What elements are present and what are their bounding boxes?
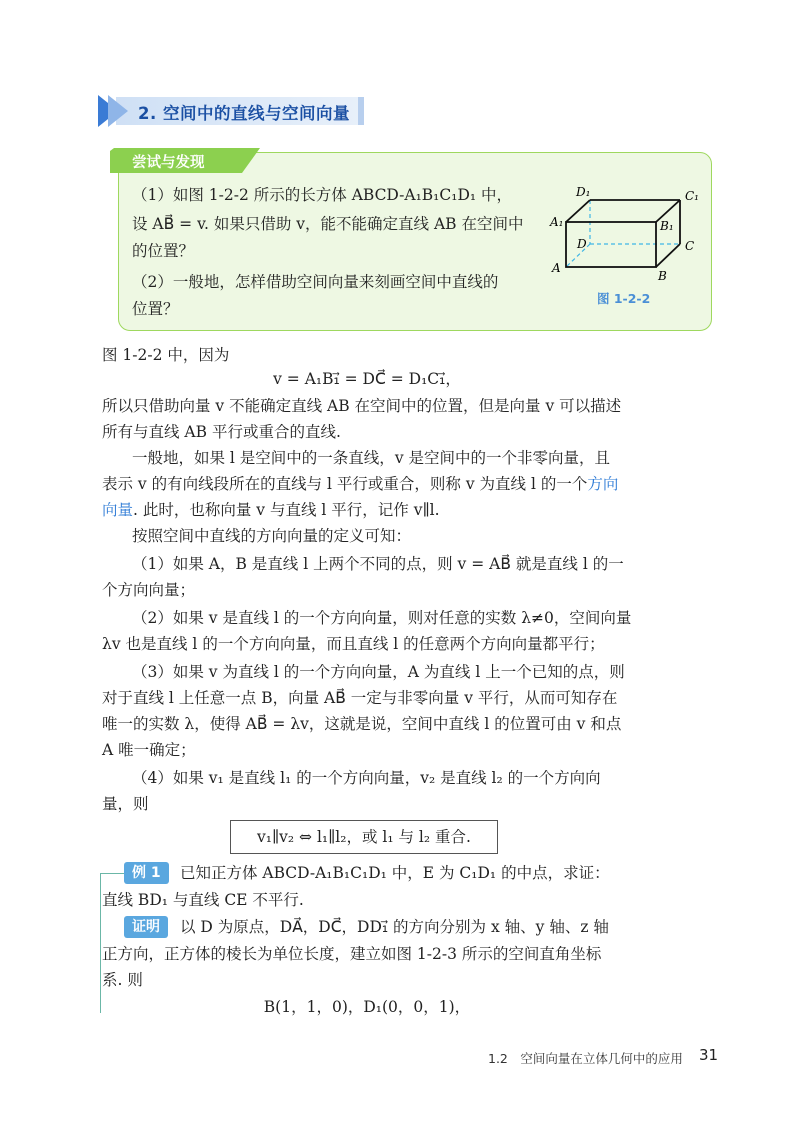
body-p7-line4: A 唯一确定；: [102, 741, 196, 759]
body-p7-line1: （3）如果 v 为直线 l 的一个方向向量，A 为直线 l 上一个已知的点，则: [132, 663, 625, 681]
body-p7-line2: 对于直线 l 上任意一点 B，向量 AB⃗ 一定与非零向量 v 平行，从而可知存在: [102, 689, 618, 707]
body-p3-line1: 一般地，如果 l 是空间中的一条直线，v 是空间中的一个非零向量，且: [132, 449, 610, 467]
figure-caption: 图 1-2-2: [597, 291, 651, 306]
section-banner: [98, 95, 364, 127]
try-line-2: 设 AB⃗ = v. 如果只借助 v，能不能确定直线 AB 在空间中: [132, 215, 524, 233]
label-A1: A₁: [550, 215, 564, 229]
try-tab-label: 尝试与发现: [132, 155, 205, 171]
label-D: D: [577, 237, 587, 251]
example-tag: 例 1: [124, 862, 169, 884]
body-p6-line2: λv 也是直线 l 的一个方向向量，而且直线 l 的任意两个方向向量都平行；: [102, 635, 605, 653]
try-line-4: （2）一般地，怎样借助空间向量来刻画空间中直线的: [132, 273, 499, 291]
try-line-1: （1）如图 1-2-2 所示的长方体 ABCD-A₁B₁C₁D₁ 中，: [132, 186, 513, 204]
example-line1: 已知正方体 ABCD-A₁B₁C₁D₁ 中，E 为 C₁D₁ 的中点，求证：: [180, 864, 610, 882]
example-line2: 直线 BD₁ 与直线 CE 不平行.: [102, 891, 304, 909]
proof-tag: 证明: [124, 916, 168, 938]
body-p4: 按照空间中直线的方向向量的定义可知：: [132, 527, 412, 545]
section-title: 2. 空间中的直线与空间向量: [138, 104, 350, 123]
body-p2-line2: 所有与直线 AB 平行或重合的直线.: [102, 423, 341, 441]
body-p3-line2: 表示 v 的有向线段所在的直线与 l 平行或重合，则称 v 为直线 l 的一个: [102, 475, 588, 493]
body-p7-line3: 唯一的实数 λ，使得 AB⃗ = λv，这就是说，空间中直线 l 的位置可由 v 和点: [102, 715, 622, 733]
try-line-3: 的位置？: [132, 242, 195, 260]
body-p1: 图 1-2-2 中，因为: [102, 346, 230, 364]
body-p8-line2: 量，则: [102, 795, 149, 813]
page-number: 31: [699, 1046, 719, 1064]
proof-line2: 正方向，正方体的棱长为单位长度，建立如图 1-2-3 所示的空间直角坐标: [102, 945, 602, 963]
try-line-5: 位置？: [132, 300, 179, 318]
cuboid-figure: [548, 182, 708, 287]
body-p3-line3: . 此时，也称向量 v 与直线 l 平行，记作 v∥l.: [133, 501, 440, 519]
term-direction-part2: 向量: [102, 501, 134, 519]
label-C: C: [685, 239, 695, 253]
proof-line3: 系. 则: [102, 971, 143, 989]
formula-text: v₁∥v₂ ⇔ l₁∥l₂，或 l₁ 与 l₂ 重合.: [257, 828, 471, 846]
body-p3-line3-wrap: [102, 497, 632, 523]
label-D1: D₁: [576, 185, 591, 199]
label-B1: B₁: [660, 219, 674, 233]
edge-A1D1: [566, 200, 590, 222]
term-direction-part1: 方向: [587, 475, 619, 493]
body-p2-line1: 所以只借助向量 v 不能确定直线 AB 在空间中的位置，但是向量 v 可以描述: [102, 397, 622, 415]
label-A: A: [552, 261, 561, 275]
proof-coords: B(1，1，0)，D₁(0，0，1)，: [263, 998, 471, 1016]
body-p5-line2: 个方向向量；: [102, 581, 196, 599]
label-B: B: [658, 269, 667, 283]
footer-section-title: 1.2 空间向量在立体几何中的应用: [488, 1051, 683, 1066]
proof-line1: 以 D 为原点，DA⃗，DC⃗，DD₁⃗ 的方向分别为 x 轴、y 轴、z 轴: [180, 918, 609, 936]
body-p8-line1: （4）如果 v₁ 是直线 l₁ 的一个方向向量，v₂ 是直线 l₂ 的一个方向向: [132, 769, 601, 787]
body-eq1: v = A₁B₁⃗ = DC⃗ = D₁C₁⃗，: [273, 370, 461, 388]
body-p6-line1: （2）如果 v 是直线 l 的一个方向向量，则对任意的实数 λ≠0，空间向量: [132, 609, 632, 627]
edge-BC: [656, 244, 680, 267]
body-p5-line1: （1）如果 A，B 是直线 l 上两个不同的点，则 v = AB⃗ 就是直线 l 的一: [132, 555, 624, 573]
try-discover-tab: [110, 148, 260, 173]
body-p3-line2-wrap: [102, 471, 632, 497]
label-C1: C₁: [685, 189, 699, 203]
